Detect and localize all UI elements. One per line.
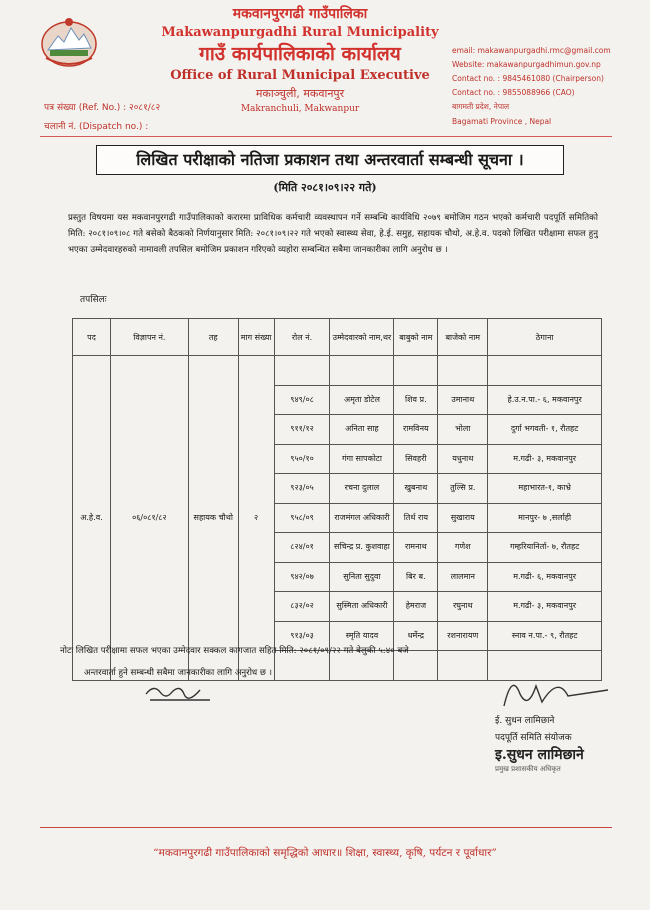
cell-name: सुनिता सुदुवा xyxy=(330,562,394,592)
office-name-np: गाउँ कार्यपालिकाको कार्यालय xyxy=(199,43,401,66)
cell-father: सिवहरी xyxy=(394,444,438,474)
contact-block xyxy=(452,46,611,131)
cell-grandfather: तुल्सि प्र. xyxy=(438,474,488,504)
notice-title: लिखित परीक्षाको नतिजा प्रकाशन तथा अन्तरवार्ता सम्बन्धी सूचना । xyxy=(136,150,524,169)
cell-ad-no: ०६/०८१/८२ xyxy=(110,356,188,681)
cell-roll: ९५०/१० xyxy=(274,444,330,474)
signatory-role: पदपूर्ति समिति संयोजक xyxy=(495,733,572,743)
email: email: makawanpurgadhi.rmc@gmail.com xyxy=(452,46,611,55)
location-en: Makranchuli, Makwanpur xyxy=(240,104,360,115)
header-ad-no: विज्ञापन नं. xyxy=(110,319,188,356)
cell-roll: ९५८/०९ xyxy=(274,503,330,533)
ref-number: पत्र संख्या (Ref. No.) : २०८१/८२ xyxy=(44,103,161,113)
cell-level: सहायक चौथो xyxy=(188,356,238,681)
cell-father: धर्मेन्द्र xyxy=(394,621,438,651)
website: Website: makawanpurgadhimun.gov.np xyxy=(452,60,601,69)
header-address: ठेगाना xyxy=(488,319,602,356)
dispatch-number: चलानी नं. (Dispatch no.) : xyxy=(44,122,149,132)
cell-grandfather: गणेश xyxy=(438,533,488,563)
municipality-name-en: Makawanpurgadhi Rural Municipality xyxy=(161,25,439,41)
cell-father: हेमराज xyxy=(394,592,438,622)
signature-icon xyxy=(498,666,618,716)
signature-icon xyxy=(140,680,220,706)
header-grandfather: बाजेको नाम xyxy=(438,319,488,356)
cell-father: रामविनय xyxy=(394,415,438,445)
cell-grandfather: रघुनाथ xyxy=(438,592,488,622)
notice-date: (मिति २०८१।०९।२२ गते) xyxy=(273,181,377,194)
results-table xyxy=(72,318,602,681)
cell-roll: ८२४/०१ xyxy=(274,533,330,563)
stamp-role: प्रमुख प्रशासकीय अधिकृत xyxy=(495,765,561,773)
cell-roll: ८३२/०२ xyxy=(274,592,330,622)
cell-address: म.गढी- ३, मकवानपुर xyxy=(488,444,602,474)
notice-body: प्रस्तुत विषयमा यस मकवानपुरगढी गाउँपालिकाको करारमा प्राविधिक कर्मचारी व्यवस्थापन गर्ने सम्बन्धि कार्यविधि २०७९ बमोजिम गठन भएको कर्मचारी पदपूर्ति समितिको मिति: २०८१।०९।०८ गते बसेको बैठकको निर्णयानुसार मिति: २०८१।०९।२२ गते भएको स्वास्थ्य सेवा, हे.ई. समुह, सहायक चौथो, अ.हे.व. पदको लिखित परीक्षामा सफल हुनु भएका उम्मेदवारहरुको नामावली तपसिल बमोजिम प्रकाशन गरिएको व्यहोरा सम्बन्धित सबैमा जानकारीका लागि अनुरोध छ । xyxy=(68,213,598,255)
cell-roll: ९४९/०८ xyxy=(274,385,330,415)
cell-father: रामनाथ xyxy=(394,533,438,563)
contact-chairperson: Contact no. : 9845461080 (Chairperson) xyxy=(452,74,604,83)
cell-grandfather: सुखाराय xyxy=(438,503,488,533)
office-name-en: Office of Rural Municipal Executive xyxy=(170,67,430,83)
cell-father: तिर्थ राय xyxy=(394,503,438,533)
signatory-name: ई. सुधन लामिछाने xyxy=(495,716,555,726)
cell-name: राजमंगल अधिकारी xyxy=(330,503,394,533)
nepal-emblem-icon xyxy=(40,14,98,68)
municipality-name-np: मकवानपुरगढी गाउँपालिका xyxy=(232,6,368,22)
footer-slogan: “मकवानपुरगढी गाउँपालिकाको समृद्धिको आधार॥ शिक्षा, स्वास्थ्य, कृषि, पर्यटन र पूर्वाधार” xyxy=(153,847,497,859)
cell-name: स्मृति यादव xyxy=(330,621,394,651)
footer-divider xyxy=(40,827,612,828)
cell-address: हे.उ.न.पा.- ६, मकवानपुर xyxy=(488,385,602,415)
notice-title-box xyxy=(96,145,564,175)
cell-roll: ९२३/०५ xyxy=(274,474,330,504)
contact-cao: Contact no. : 9855088966 (CAO) xyxy=(452,88,575,97)
letterhead xyxy=(150,6,450,115)
header-divider xyxy=(40,136,612,137)
cell-name: अनिता साह xyxy=(330,415,394,445)
cell-grandfather: लालमान xyxy=(438,562,488,592)
cell-father: बिर ब. xyxy=(394,562,438,592)
cell-father: खुबनाथ xyxy=(394,474,438,504)
location-np: मकाञ्चुली, मकवानपुर xyxy=(255,86,345,100)
cell-father: शिव प्र. xyxy=(394,385,438,415)
cell-name: सचिन्द्र प्र. कुशवाहा xyxy=(330,533,394,563)
cell-post: अ.हे.व. xyxy=(73,356,111,681)
cell-roll: ९४२/०७ xyxy=(274,562,330,592)
note-line-2: अन्तरवार्ता हुने सम्बन्धी सबैमा जानकारीका लागि अनुरोध छ । xyxy=(84,668,272,678)
cell-address: म.गढी- ६, मकवानपुर xyxy=(488,562,602,592)
stamp-name: इ.सुधन लामिछाने xyxy=(495,747,584,763)
header-demand: माग संख्या xyxy=(238,319,274,356)
table-header-row xyxy=(73,319,602,356)
header-roll: रोल नं. xyxy=(274,319,330,356)
cell-address: गम्हरियानिर्ता- ७, रौतहट xyxy=(488,533,602,563)
cell-address: महाभारत-१, काभ्रे xyxy=(488,474,602,504)
cell-grandfather: भोला xyxy=(438,415,488,445)
note-line-1: नोटः लिखित परीक्षामा सफल भएका उम्मेदवार सक्कल कागजात सहित मिति: २०८१/०९/२२ गते बेलुकी ५:४० बजे xyxy=(60,646,409,656)
cell-grandfather: रशनारायण xyxy=(438,621,488,651)
cell-address: स्नाव न.पा.- ९, रौतहट xyxy=(488,621,602,651)
table-gap-row xyxy=(73,356,602,386)
cell-address: दुर्गा भगवती- १, रौतहट xyxy=(488,415,602,445)
header-level: तह xyxy=(188,319,238,356)
header-father: बाबुको नाम xyxy=(394,319,438,356)
cell-address: म.गढी- ३, मकवानपुर xyxy=(488,592,602,622)
province-np: बागमती प्रदेश, नेपाल xyxy=(452,102,510,111)
cell-name: रचना दुलाल xyxy=(330,474,394,504)
cell-name: सुस्मिता अधिकारी xyxy=(330,592,394,622)
cell-demand: २ xyxy=(238,356,274,681)
cell-name: गंगा सापकोटा xyxy=(330,444,394,474)
cell-address: मानपुर- ७ ,सर्लाही xyxy=(488,503,602,533)
cell-name: अमृता डोटेल xyxy=(330,385,394,415)
tapsil-label: तपसिलः xyxy=(80,295,107,305)
header-name: उम्मेदवारको नाम,थर xyxy=(330,319,394,356)
reference-block xyxy=(44,100,160,138)
cell-grandfather: यधुनाथ xyxy=(438,444,488,474)
province-en: Bagamati Province , Nepal xyxy=(452,117,552,126)
signatory-block xyxy=(495,713,584,774)
cell-grandfather: उमानाथ xyxy=(438,385,488,415)
cell-roll: ९११/१२ xyxy=(274,415,330,445)
header-post: पद xyxy=(73,319,111,356)
cell-roll: ९१३/०३ xyxy=(274,621,330,651)
